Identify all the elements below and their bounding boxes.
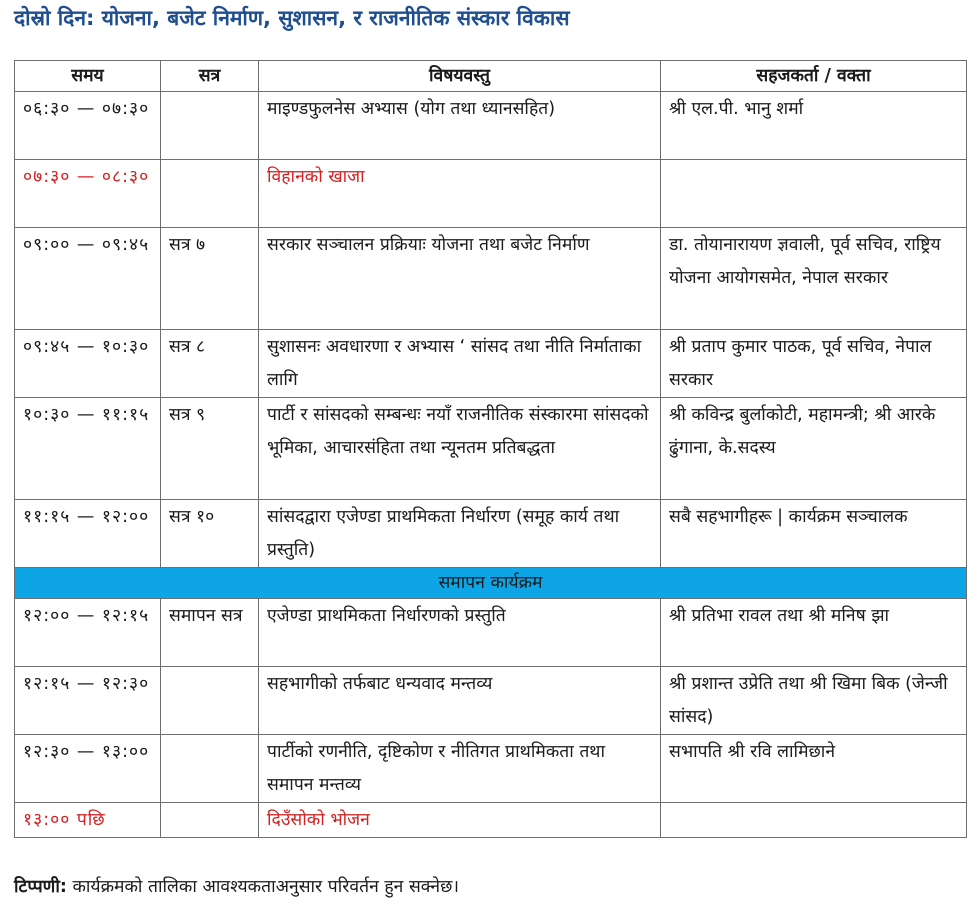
topic-cell: विहानको खाजा <box>259 160 661 228</box>
topic-cell: सरकार सञ्चालन प्रक्रियाः योजना तथा बजेट निर्माण <box>259 228 661 330</box>
session-cell <box>161 803 259 838</box>
footnote <box>14 874 459 898</box>
session-cell <box>161 92 259 160</box>
table-row <box>15 735 967 803</box>
facilitator-cell: श्री प्रशान्त उप्रेति तथा श्री खिमा बिक (जेन्जी सांसद) <box>661 667 967 735</box>
page-title: दोस्रो दिन: योजना, बजेट निर्माण, सुशासन, र राजनीतिक संस्कार विकास <box>14 6 570 30</box>
topic-cell: पार्टीको रणनीति, दृष्टिकोण र नीतिगत प्राथमिकता तथा समापन मन्तव्य <box>259 735 661 803</box>
footnote-label: टिप्पणी: <box>14 877 67 897</box>
session-cell: सत्र ७ <box>161 228 259 330</box>
session-cell <box>161 735 259 803</box>
time-cell: ०६:३० — ०७:३० <box>15 92 161 160</box>
session-cell: सत्र ८ <box>161 330 259 398</box>
facilitator-cell <box>661 803 967 838</box>
time-cell: १२:०० — १२:१५ <box>15 599 161 667</box>
table-row <box>15 330 967 398</box>
header-facilitator: सहजकर्ता / वक्ता <box>661 61 967 92</box>
session-cell: सत्र १० <box>161 500 259 568</box>
facilitator-cell: श्री प्रताप कुमार पाठक, पूर्व सचिव, नेपाल सरकार <box>661 330 967 398</box>
table-header-row <box>15 61 967 92</box>
table-row <box>15 398 967 500</box>
facilitator-cell: श्री कविन्द्र बुर्लाकोटी, महामन्त्री; श्री आरके ढुंगाना, के.सदस्य <box>661 398 967 500</box>
table-row <box>15 228 967 330</box>
table-row <box>15 599 967 667</box>
schedule-table <box>14 60 967 838</box>
time-cell: १२:३० — १३:०० <box>15 735 161 803</box>
session-cell: समापन सत्र <box>161 599 259 667</box>
time-cell: १०:३० — ११:१५ <box>15 398 161 500</box>
time-cell: ११:१५ — १२:०० <box>15 500 161 568</box>
session-cell <box>161 667 259 735</box>
session-cell: सत्र ९ <box>161 398 259 500</box>
closing-section-label: समापन कार्यक्रम <box>15 568 967 599</box>
topic-cell: दिउँसोको भोजन <box>259 803 661 838</box>
topic-cell: सुशासनः अवधारणा र अभ्यास ‘ सांसद तथा नीति निर्माताका लागि <box>259 330 661 398</box>
topic-cell: सांसदद्वारा एजेण्डा प्राथमिकता निर्धारण (समूह कार्य तथा प्रस्तुति) <box>259 500 661 568</box>
table-row-meal <box>15 160 967 228</box>
header-time: समय <box>15 61 161 92</box>
header-session: सत्र <box>161 61 259 92</box>
topic-cell: पार्टी र सांसदको सम्बन्धः नयाँ राजनीतिक संस्कारमा सांसदको भूमिका, आचारसंहिता तथा न्यूनतम प्रतिबद्धता <box>259 398 661 500</box>
topic-cell: माइण्डफुलनेस अभ्यास (योग तथा ध्यानसहित) <box>259 92 661 160</box>
time-cell: ०९:४५ — १०:३० <box>15 330 161 398</box>
time-cell: १३:०० पछि <box>15 803 161 838</box>
facilitator-cell <box>661 160 967 228</box>
table-row-meal <box>15 803 967 838</box>
session-cell <box>161 160 259 228</box>
closing-section-band <box>15 568 967 599</box>
footnote-text: कार्यक्रमको तालिका आवश्यकताअनुसार परिवर्तन हुन सक्नेछ। <box>72 877 459 897</box>
header-topic: विषयवस्तु <box>259 61 661 92</box>
table-row <box>15 667 967 735</box>
table-row <box>15 500 967 568</box>
facilitator-cell: श्री एल.पी. भानु शर्मा <box>661 92 967 160</box>
facilitator-cell: श्री प्रतिभा रावल तथा श्री मनिष झा <box>661 599 967 667</box>
time-cell: १२:१५ — १२:३० <box>15 667 161 735</box>
facilitator-cell: डा. तोयानारायण ज्ञवाली, पूर्व सचिव, राष्ट्रिय योजना आयोगसमेत, नेपाल सरकार <box>661 228 967 330</box>
topic-cell: सहभागीको तर्फबाट धन्यवाद मन्तव्य <box>259 667 661 735</box>
topic-cell: एजेण्डा प्राथमिकता निर्धारणको प्रस्तुति <box>259 599 661 667</box>
time-cell: ०९:०० — ०९:४५ <box>15 228 161 330</box>
facilitator-cell: सबै सहभागीहरू | कार्यक्रम सञ्चालक <box>661 500 967 568</box>
facilitator-cell: सभापति श्री रवि लामिछाने <box>661 735 967 803</box>
table-row <box>15 92 967 160</box>
time-cell: ०७:३० — ०८:३० <box>15 160 161 228</box>
